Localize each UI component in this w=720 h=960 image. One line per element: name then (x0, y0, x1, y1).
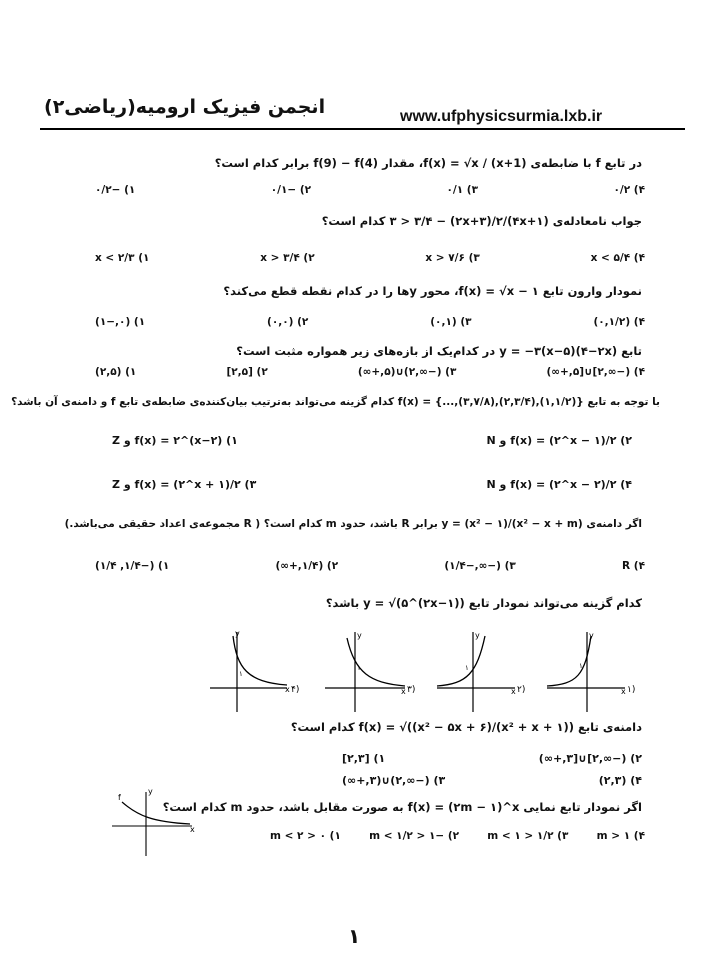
q7g2-y-label: y (475, 631, 480, 640)
q2-option-1: ۱) x < ۲/۳ (95, 252, 150, 264)
question-8-options-row2 (342, 774, 642, 787)
q3-option-4: ۴) (۰,۱/۲) (593, 316, 645, 328)
q7g3-label: ۳) (407, 685, 416, 695)
q9-f-label: f (118, 793, 121, 802)
q7-graph-4 (210, 629, 299, 712)
q2-option-2: ۲) x > ۳/۴ (260, 252, 315, 264)
q7g3-y-label: y (357, 631, 362, 640)
q6-option-4: ۴) R (622, 560, 645, 572)
q7g1-x-label: x (621, 687, 626, 696)
q2-option-4: ۴) x < ۵/۴ (590, 252, 645, 264)
q7g4-one: ۱ (239, 670, 243, 678)
q5-option-3: ۳) f(x) = (۲^x + ۱)/۲ و Z (112, 478, 257, 491)
question-2-options (95, 252, 645, 264)
q1-option-4: ۴) ۰/۲ (613, 184, 645, 196)
question-5-options-row2 (112, 478, 632, 491)
question-1-text: در تابع f با ضابطه‌ی f(x) = √x / (x+1)، مقدار f(9) − f(4) برابر کدام است؟ (214, 156, 642, 170)
q8-option-1: ۱) [۲,۳] (342, 752, 386, 765)
question-5-options-row1 (112, 434, 632, 447)
q7g3-one: ۱ (357, 664, 361, 672)
q9-y-label: y (148, 787, 153, 796)
q7g3-x-label: x (401, 687, 406, 696)
q2-option-3: ۳) x > ۷/۶ (425, 252, 480, 264)
header-title: انجمن فیزیک ارومیه(ریاضی۲) (44, 96, 326, 118)
q9-option-1: ۱) ۰ < m < ۲ (270, 830, 341, 842)
question-4-text: تابع y = −۳(x−۵)(۴−۲x) در کدام‌یک از بازه‌های زیر همواره مثبت است؟ (236, 344, 642, 358)
question-9-text: اگر نمودار تابع نمایی f(x) = (۲m − ۱)^x به صورت مقابل باشد، حدود m کدام است؟ (162, 800, 642, 814)
q3-option-1: ۱) (۰,−۱) (95, 316, 146, 328)
question-7-graphs (205, 628, 645, 714)
question-3-text: نمودار وارون تابع f(x) = √x − ۱، محور yها را در کدام نقطه قطع می‌کند؟ (223, 284, 642, 298)
page-number: ۱ (348, 924, 361, 948)
question-6-options (95, 560, 645, 572)
q9-x-label: x (190, 825, 195, 834)
q8-option-4: ۴) (۲,۳) (598, 774, 642, 787)
q7g2-one: ۱ (465, 664, 469, 672)
question-8-text: دامنه‌ی تابع f(x) = √((x² − ۵x + ۶)/(x² + x + ۱)) کدام است؟ (290, 720, 642, 734)
question-8-options-row1 (342, 752, 642, 765)
q3-option-2: ۲) (۰,۰) (267, 316, 309, 328)
q7-graph-2 (437, 631, 525, 712)
q7g2-label: ۲) (517, 685, 526, 695)
q1-option-1: ۱) −۰/۲ (95, 184, 136, 196)
q7g1-y-label: y (589, 631, 594, 640)
question-9-options (270, 830, 645, 842)
q7g4-x-label: x (285, 685, 290, 694)
q7g1-one: ۱ (579, 662, 583, 670)
q7g4-label: ۴) (291, 685, 300, 695)
q1-option-3: ۳) ۰/۱ (446, 184, 479, 196)
question-3-options (95, 316, 645, 328)
q9-option-2: ۲) −۱ < m < ۱/۲ (369, 830, 460, 842)
q6-option-2: ۲) (۱/۴,+∞) (275, 560, 339, 572)
q3-option-3: ۳) (۰,۱) (430, 316, 472, 328)
question-9-graph (108, 786, 198, 858)
q9-option-3: ۳) ۱/۲ < m < ۱ (487, 830, 569, 842)
question-5-text: با توجه به تابع {(۱,۱/۲),(۲,۳/۴),(۳,۷/۸),...} = f(x) کدام گزینه می‌تواند به‌ترتیب بیان‌کننده‌ی ضابطه‌ی تابع f و دامنه‌ی آن باشد؟ (11, 396, 660, 408)
header-divider (40, 128, 685, 130)
q4-option-4: ۴) (−∞,۲]∪[۵,+∞) (546, 366, 645, 378)
question-1-options (95, 184, 645, 196)
q4-option-3: ۳) (−∞,۲)∪(۵,+∞) (357, 366, 457, 378)
q7g1-label: ۱) (627, 685, 636, 695)
q8-option-3: ۳) (−∞,۲)∪(۳,+∞) (342, 774, 446, 787)
question-4-options (95, 366, 645, 378)
q4-option-2: ۲) [۲,۵] (226, 366, 268, 378)
q9-option-4: ۴) m > ۱ (596, 830, 645, 842)
q6-option-3: ۳) (−∞,−۱/۴) (444, 560, 516, 572)
q1-option-2: ۲) −۰/۱ (270, 184, 312, 196)
question-2-text: جواب نامعادله‌ی (۴x+۱)/۳ > ۳/۴ − (۲x+۳)/۲ کدام است؟ (321, 214, 642, 228)
question-7-text: کدام گزینه می‌تواند نمودار تابع y = √(۵^(۲x−۱)) باشد؟ (325, 596, 642, 610)
q7g4-y-label: y (235, 629, 240, 638)
q7g2-x-label: x (511, 687, 516, 696)
question-6-text: اگر دامنه‌ی y = (x² − ۱)/(x² − x + m) برابر R باشد، حدود m کدام است؟ ( R مجموعه‌ی اعداد حقیقی می‌باشد.) (64, 518, 642, 530)
q5-option-2: ۲) f(x) = (۲^x − ۱)/۲ و N (486, 434, 632, 447)
q5-option-1: ۱) f(x) = ۲^(x−۲) و Z (112, 434, 238, 447)
q4-option-1: ۱) (۲,۵) (95, 366, 137, 378)
header-url: www.ufphysicsurmia.lxb.ir (400, 108, 603, 125)
q6-option-1: ۱) (−۱/۴, ۱/۴) (95, 560, 170, 572)
q7-graph-3 (325, 631, 415, 712)
q5-option-4: ۴) f(x) = (۲^x − ۲)/۲ و N (486, 478, 632, 491)
q8-option-2: ۲) (−∞,۲]∪[۳,+∞) (538, 752, 642, 765)
q7-graph-1 (547, 631, 635, 712)
